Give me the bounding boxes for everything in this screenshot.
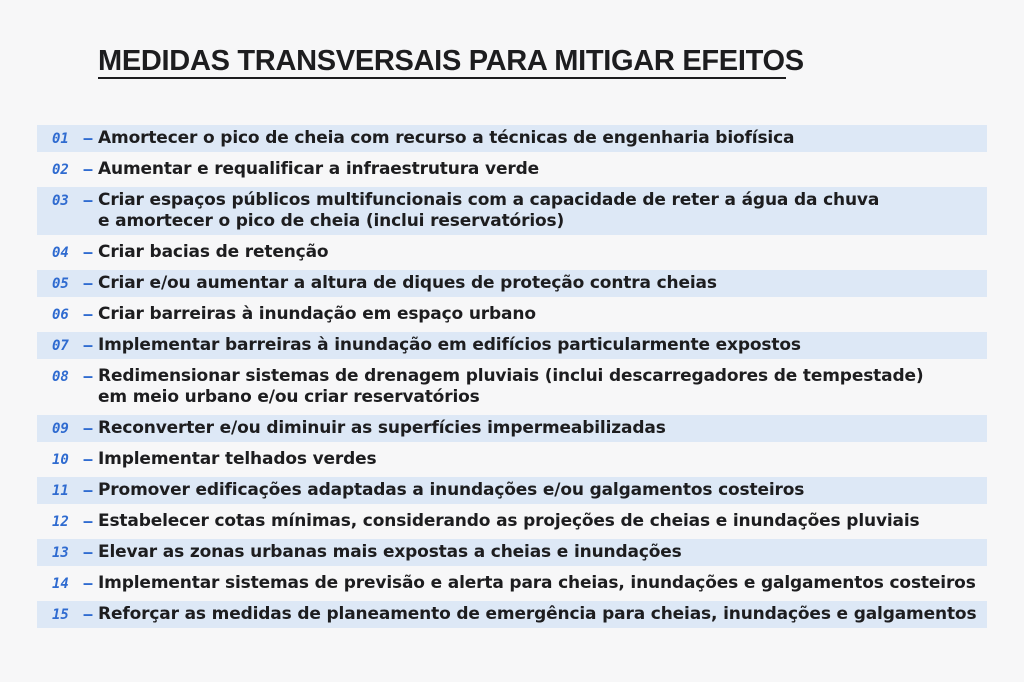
measure-number: 03: [52, 193, 69, 209]
measure-number: 04: [52, 245, 69, 261]
measure-item-02: [37, 156, 987, 183]
measure-text: Aumentar e requalificar a infraestrutura verde: [98, 159, 539, 179]
measure-text: Promover edificações adaptadas a inundações e/ou galgamentos costeiros: [98, 480, 805, 500]
measure-dash: –: [83, 335, 94, 355]
measure-number: 02: [52, 162, 69, 178]
measure-dash: –: [83, 159, 94, 179]
measure-item-07: [37, 332, 987, 359]
measure-text: Criar barreiras à inundação em espaço urbano: [98, 304, 536, 324]
measure-text: Amortecer o pico de cheia com recurso a técnicas de engenharia biofísica: [98, 128, 795, 148]
measure-number: 13: [52, 545, 69, 561]
measure-dash: –: [83, 542, 94, 562]
measure-number: 11: [52, 483, 69, 499]
measure-number: 14: [52, 576, 69, 592]
measure-text: Implementar sistemas de previsão e alerta para cheias, inundações e galgamentos costeiros: [98, 573, 976, 593]
measure-dash: –: [83, 242, 94, 262]
measure-text: Estabelecer cotas mínimas, considerando as projeções de cheias e inundações pluviais: [98, 511, 920, 531]
measure-text: Reconverter e/ou diminuir as superfícies impermeabilizadas: [98, 418, 666, 438]
measure-text: Reforçar as medidas de planeamento de emergência para cheias, inundações e galgamentos: [98, 604, 977, 624]
measure-dash: –: [83, 304, 94, 324]
measure-text: Criar bacias de retenção: [98, 242, 329, 262]
measure-number: 05: [52, 276, 69, 292]
measure-item-03: [37, 187, 987, 235]
measure-text: e amortecer o pico de cheia (inclui reservatórios): [98, 211, 565, 231]
measure-item-12: [37, 508, 987, 535]
measure-number: 06: [52, 307, 69, 323]
measure-number: 10: [52, 452, 69, 468]
measure-item-15: [37, 601, 987, 628]
measure-text: Criar espaços públicos multifuncionais com a capacidade de reter a água da chuva: [98, 190, 880, 210]
measure-number: 09: [52, 421, 69, 437]
measure-item-08: [37, 363, 987, 411]
measure-dash: –: [83, 449, 94, 469]
measure-item-13: [37, 539, 987, 566]
measure-item-14: [37, 570, 987, 597]
measure-dash: –: [83, 366, 94, 386]
measures-list: [37, 125, 987, 632]
measure-number: 08: [52, 369, 69, 385]
page-title: MEDIDAS TRANSVERSAIS PARA MITIGAR EFEITOS: [98, 45, 804, 77]
measure-number: 07: [52, 338, 69, 354]
measure-text: Elevar as zonas urbanas mais expostas a cheias e inundações: [98, 542, 682, 562]
measure-text: Redimensionar sistemas de drenagem pluviais (inclui descarregadores de tempestade): [98, 366, 924, 386]
measure-number: 12: [52, 514, 69, 530]
measure-dash: –: [83, 573, 94, 593]
measure-text: Implementar telhados verdes: [98, 449, 377, 469]
measure-item-06: [37, 301, 987, 328]
measure-text: Implementar barreiras à inundação em edifícios particularmente expostos: [98, 335, 801, 355]
measure-text: em meio urbano e/ou criar reservatórios: [98, 387, 480, 407]
measure-item-10: [37, 446, 987, 473]
measure-dash: –: [83, 273, 94, 293]
measure-number: 01: [52, 131, 69, 147]
measure-item-09: [37, 415, 987, 442]
measure-item-11: [37, 477, 987, 504]
measure-dash: –: [83, 480, 94, 500]
title-underline: [98, 77, 786, 79]
measure-dash: –: [83, 511, 94, 531]
measure-item-05: [37, 270, 987, 297]
measure-dash: –: [83, 190, 94, 210]
measure-dash: –: [83, 604, 94, 624]
measure-text: Criar e/ou aumentar a altura de diques de proteção contra cheias: [98, 273, 717, 293]
measure-item-01: [37, 125, 987, 152]
measure-item-04: [37, 239, 987, 266]
measure-number: 15: [52, 607, 69, 623]
measure-dash: –: [83, 128, 94, 148]
measure-dash: –: [83, 418, 94, 438]
